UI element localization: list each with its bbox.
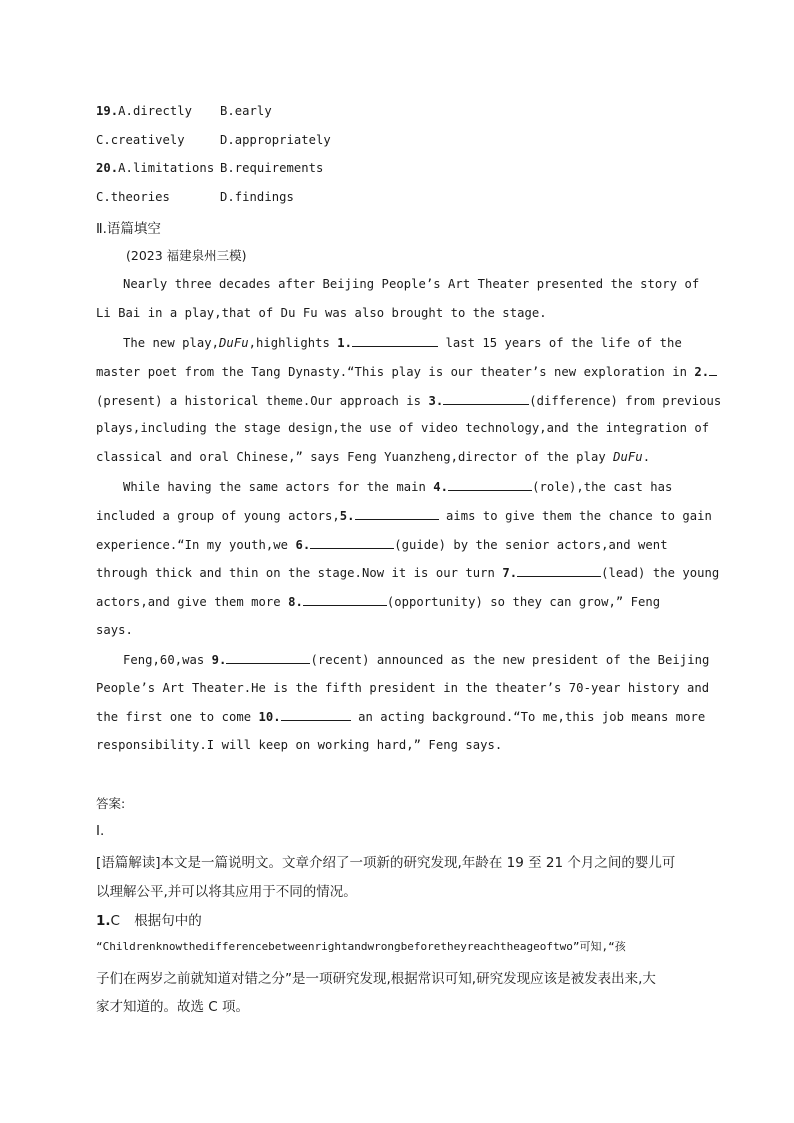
analysis-line: 以理解公平,并可以将其应用于不同的情况。 [96,884,357,900]
option-19-b: B.early [220,104,272,118]
question-number-20: 20. [96,161,119,175]
text: aims to give them the chance to gain [445,509,712,523]
passage-line [96,594,660,609]
text: (opportunity) so they can grow,” Feng [386,595,661,609]
passage-line [123,335,682,350]
blank-number-8: 8. [288,595,303,609]
question-number-19: 19. [96,104,119,118]
blank-8[interactable] [303,594,387,606]
text: While having the same actors for the main [123,480,426,494]
blank-number-2: 2. [694,365,710,379]
blank-number-7: 7. [502,566,518,580]
text: last 15 years of the life of the [445,336,682,350]
text: an acting background.“To me,this job means more [358,710,706,724]
analysis-line: [语篇解读]本文是一篇说明文。文章介绍了一项新的研究发现,年龄在 19 至 21 个月之间的婴儿可 [96,855,676,871]
answer-number-1: 1. [96,913,111,929]
text: (recent) announced as the new president of the Beijing [310,653,710,667]
blank-number-5: 5. [339,509,355,523]
text: (difference) from previous [529,394,722,408]
blank-7[interactable] [517,565,601,577]
text: . [642,450,651,464]
passage-line: responsibility.I will keep on working hard,” Feng says. [96,738,503,752]
option-20-b: B.requirements [220,161,324,175]
blank-9[interactable] [226,652,310,664]
explanation-line: 家才知道的。故选 C 项。 [96,999,250,1015]
source-note: (2023 福建泉州三模) [126,248,247,263]
option-19-a: A.directly [118,104,193,118]
blank-number-3: 3. [428,394,444,408]
text: experience.“In my youth,we [96,538,289,552]
passage-line: Li Bai in a play,that of Du Fu was also brought to the stage. [96,306,547,320]
blank-3[interactable] [443,393,529,405]
text: (lead) the young [601,566,720,580]
answer-choice-1: C [110,913,120,929]
answers-label: 答案: [96,796,126,811]
text: the first one to come [96,710,252,724]
text: classical and oral Chinese,” says Feng Yuanzheng,director of the play [96,450,606,464]
blank-1[interactable] [352,335,438,347]
passage-line [96,537,668,552]
text: master poet from the Tang Dynasty.“This play is our theater’s new exploration in [96,365,687,379]
option-20-d: D.findings [220,190,294,204]
passage-line [123,479,672,494]
text: actors,and give them more [96,595,281,609]
option-20-c: C.theories [96,190,170,204]
text: through thick and thin on the stage.Now it is our turn [96,566,495,580]
blank-6[interactable] [310,537,394,549]
passage-line: Nearly three decades after Beijing People’s Art Theater presented the story of [123,277,700,291]
passage-line: says. [96,623,133,637]
blank-number-6: 6. [295,538,311,552]
blank-2[interactable] [709,364,717,376]
passage-line [123,652,709,667]
passage-line [96,450,650,464]
text: Feng,60,was [123,653,205,667]
passage-line [96,508,712,523]
explanation-text: 根据句中的 [134,913,202,929]
play-title: DuFu [219,336,249,350]
passage-line: People’s Art Theater.He is the fifth president in the theater’s 70-year history and [96,681,710,695]
option-row-19 [96,104,192,118]
blank-number-1: 1. [337,336,353,350]
text: The new play, [123,336,220,350]
explanation-line: 子们在两岁之前就知道对错之分”是一项研究发现,根据常识可知,研究发现应该是被发表出来,大 [96,971,656,987]
text: (role),the cast has [532,480,673,494]
blank-5[interactable] [355,508,439,520]
blank-number-10: 10. [258,710,281,724]
blank-number-4: 4. [433,480,449,494]
answers-part-1: Ⅰ. [96,823,105,839]
text: (present) a historical theme.Our approach is [96,394,422,408]
passage-line [96,393,721,408]
play-title: DuFu [613,450,643,464]
option-19-d: D.appropriately [220,133,331,147]
answer-1 [96,909,202,929]
text: included a group of young actors, [96,509,340,523]
passage-line [96,364,717,379]
blank-4[interactable] [448,479,532,491]
section-heading: Ⅱ.语篇填空 [96,221,161,237]
explanation-line: “Childrenknowthedifferencebetweenrightandwrongbeforetheyreachtheageoftwo”可知,“孩 [96,940,626,953]
option-20-a: A.limitations [118,161,215,175]
passage-line [96,709,705,724]
blank-number-9: 9. [211,653,227,667]
blank-10[interactable] [281,709,351,721]
text: ,highlights [248,336,330,350]
text: (guide) by the senior actors,and went [394,538,668,552]
option-row-20 [96,161,214,175]
passage-line [96,565,719,580]
option-19-c: C.creatively [96,133,185,147]
passage-line: plays,including the stage design,the use of video technology,and the integration of [96,421,710,435]
